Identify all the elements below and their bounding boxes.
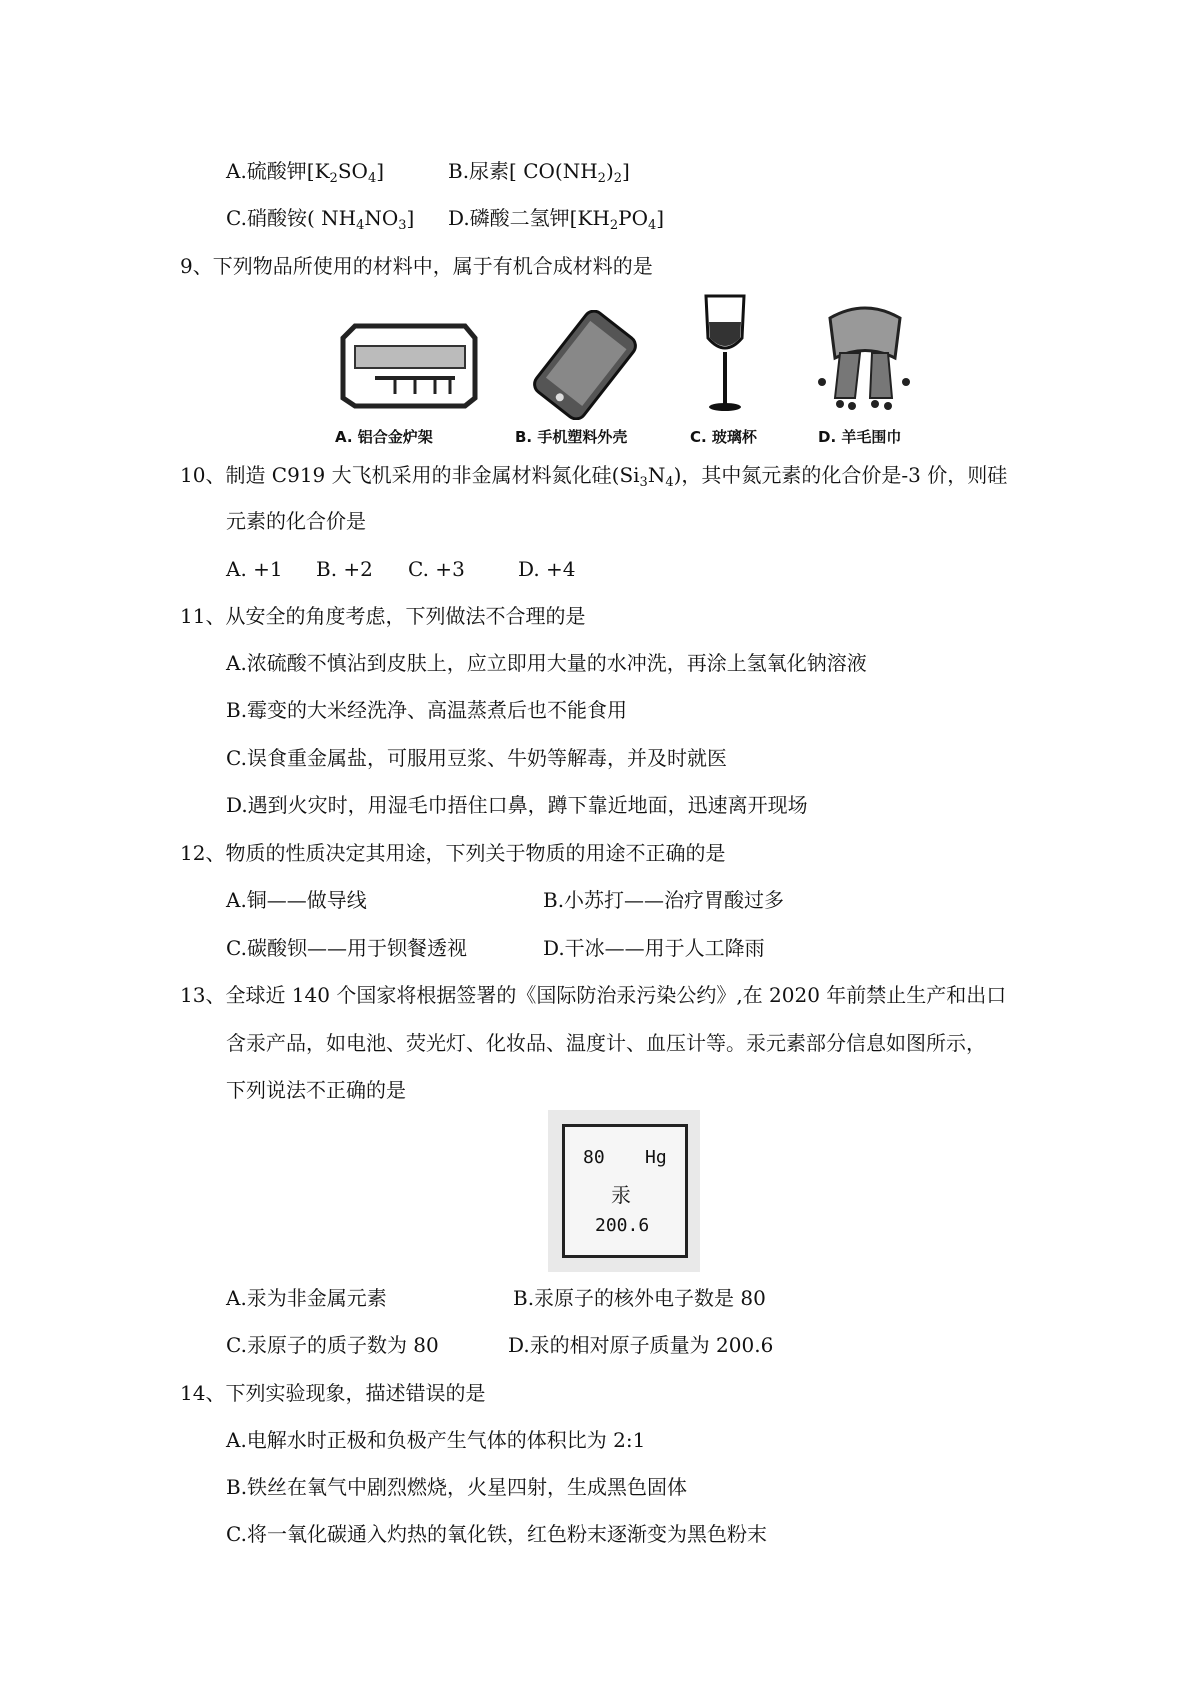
q13-option-c: C.汞原子的质子数为 80 [226,1333,439,1357]
wool-scarf-image [810,298,920,416]
glass-cup-image [700,292,750,416]
element-symbol: Hg [645,1147,667,1168]
q13-option-d: D.汞的相对原子质量为 200.6 [508,1333,774,1357]
q10-option-a: A. +1 [226,557,283,581]
q9-caption-a: A. 铝合金炉架 [335,428,433,446]
q10-stem: 10、制造 C919 大飞机采用的非金属材料氮化硅$(Si_3N_4)$，其中氮元素的化合价是-3 价，则硅 [180,463,1008,490]
q8-option-b: B.尿素[ $CO(NH_2)_2$] [448,159,630,186]
q8-option-a: A.硫酸钾$[K_2SO_4]$ [226,159,385,186]
q12-stem: 12、物质的性质决定其用途，下列关于物质的用途不正确的是 [180,841,726,865]
q11-option-a: A.浓硫酸不慎沾到皮肤上，应立即用大量的水冲洗，再涂上氢氧化钠溶液 [226,651,867,675]
q10-option-d: D. +4 [518,557,576,581]
q13-option-b: B.汞原子的核外电子数是 80 [513,1286,766,1310]
q13-stem-line2: 含汞产品，如电池、荧光灯、化妆品、温度计、血压计等。汞元素部分信息如图所示， [226,1031,986,1055]
q8-option-d: D.磷酸二氢钾$[KH_2PO_4]$ [448,206,665,233]
q14-stem: 14、下列实验现象，描述错误的是 [180,1381,486,1405]
q12-option-d: D.干冰——用于人工降雨 [543,936,765,960]
q9-caption-d: D. 羊毛围巾 [818,428,902,446]
q14-option-a: A.电解水时正极和负极产生气体的体积比为 2:1 [226,1428,646,1452]
q10-option-c: C. +3 [408,557,465,581]
stove-rack-image [335,318,485,418]
phone-image [525,310,645,420]
mercury-element-card [548,1110,700,1272]
q13-stem-line3: 下列说法不正确的是 [226,1078,406,1102]
element-name: 汞 [611,1183,631,1207]
q12-option-a: A.铜——做导线 [226,888,367,912]
q14-option-c: C.将一氧化碳通入灼热的氧化铁，红色粉末逐渐变为黑色粉末 [226,1522,767,1546]
q12-option-b: B.小苏打——治疗胃酸过多 [543,888,785,912]
q11-option-d: D.遇到火灾时，用湿毛巾捂住口鼻，蹲下靠近地面，迅速离开现场 [226,793,808,817]
q11-option-c: C.误食重金属盐，可服用豆浆、牛奶等解毒，并及时就医 [226,746,727,770]
q8-option-c: C.硝酸铵( $NH_4NO_3$] [226,206,415,233]
q9-caption-c: C. 玻璃杯 [690,428,757,446]
q13-option-a: A.汞为非金属元素 [226,1286,387,1310]
q12-option-c: C.碳酸钡——用于钡餐透视 [226,936,467,960]
q11-stem: 11、从安全的角度考虑，下列做法不合理的是 [180,604,586,628]
q10-option-b: B. +2 [316,557,373,581]
atomic-number: 80 [583,1147,605,1168]
atomic-mass: 200.6 [595,1215,650,1236]
q9-caption-b: B. 手机塑料外壳 [515,428,628,446]
q9-stem: 9、下列物品所使用的材料中，属于有机合成材料的是 [180,254,653,278]
q14-option-b: B.铁丝在氧气中剧烈燃烧，火星四射，生成黑色固体 [226,1475,688,1499]
q13-stem: 13、全球近 140 个国家将根据签署的《国际防治汞污染公约》,在 2020 年前禁止生产和出口 [180,983,1007,1007]
q11-option-b: B.霉变的大米经洗净、高温蒸煮后也不能食用 [226,698,628,722]
q10-stem-continued: 元素的化合价是 [226,509,366,533]
